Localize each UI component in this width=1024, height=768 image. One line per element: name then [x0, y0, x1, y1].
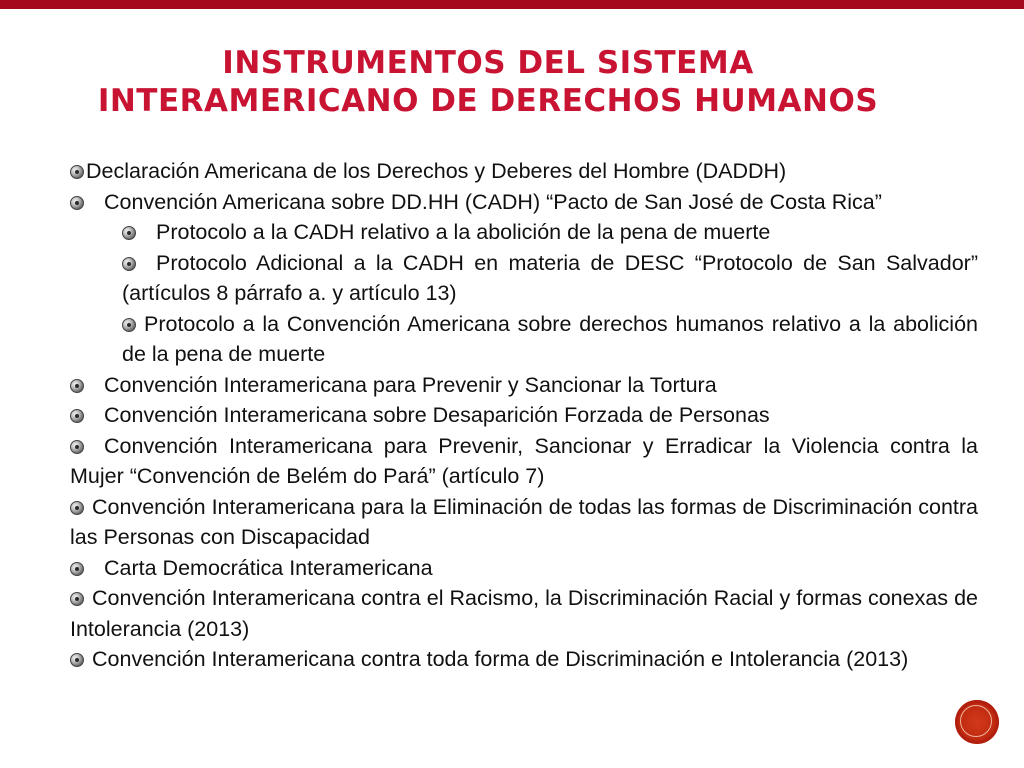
bullet-icon [70, 653, 84, 667]
list-item [70, 217, 978, 248]
list-item-text: Declaración Americana de los Derechos y Deberes del Hombre (DADDH) [86, 159, 787, 183]
list-item-text: Protocolo Adicional a la CADH en materia de DESC “Protocolo de San Salvador” (artículos 8 párrafo a. y artículo 13) [122, 250, 978, 305]
bullet-icon [70, 165, 84, 179]
list-item [70, 370, 978, 401]
list-item-text: Convención Interamericana para Prevenir, Sancionar y Erradicar la Violencia contra la Mujer “Convención de Belém do Pará” (artículo 7) [70, 433, 978, 488]
instrument-list [70, 156, 978, 675]
list-item [70, 187, 978, 218]
list-item [70, 156, 978, 187]
list-item [70, 248, 978, 309]
list-item-text: Convención Interamericana contra el Racismo, la Discriminación Racial y formas conexas de Intolerancia (2013) [70, 586, 978, 641]
list-item-text: Protocolo a la Convención Americana sobre derechos humanos relativo a la abolición de la pena de muerte [122, 311, 978, 366]
page-badge-ring [960, 705, 992, 737]
list-item [70, 492, 978, 553]
list-item-text: Convención Interamericana para la Eliminación de todas las formas de Discriminación contra las Personas con Discapacidad [70, 494, 978, 549]
slide-title-line-1: INSTRUMENTOS DEL SISTEMA [222, 45, 754, 81]
bullet-icon [70, 501, 84, 515]
bullet-icon [70, 196, 84, 210]
list-item-text: Convención Interamericana sobre Desaparición Forzada de Personas [104, 403, 770, 427]
list-item-text: Convención Americana sobre DD.HH (CADH) “Pacto de San José de Costa Rica” [104, 189, 882, 214]
slide-title-line-2: INTERAMERICANO DE DERECHOS HUMANOS [97, 83, 879, 119]
bullet-icon [70, 562, 84, 576]
bullet-icon [122, 226, 136, 240]
bullet-icon [70, 379, 84, 393]
bullet-icon [70, 409, 84, 423]
bullet-icon [122, 318, 136, 332]
list-item-text: Convención Interamericana para Prevenir y Sancionar la Tortura [104, 372, 717, 397]
list-item-text: Protocolo a la CADH relativo a la abolición de la pena de muerte [156, 220, 771, 244]
list-item [70, 400, 978, 431]
bullet-icon [122, 257, 136, 271]
bullet-icon [70, 592, 84, 606]
page-badge-icon [955, 700, 999, 744]
list-item [70, 644, 978, 675]
list-item [70, 583, 978, 644]
list-item-text: Carta Democrática Interamericana [104, 555, 433, 580]
list-item [70, 553, 978, 584]
top-accent-bar [0, 0, 1024, 9]
bullet-icon [70, 440, 84, 454]
list-item [70, 431, 978, 492]
list-item [70, 309, 978, 370]
list-item-text: Convención Interamericana contra toda forma de Discriminación e Intolerancia (2013) [92, 647, 909, 671]
slide-title [0, 44, 976, 120]
